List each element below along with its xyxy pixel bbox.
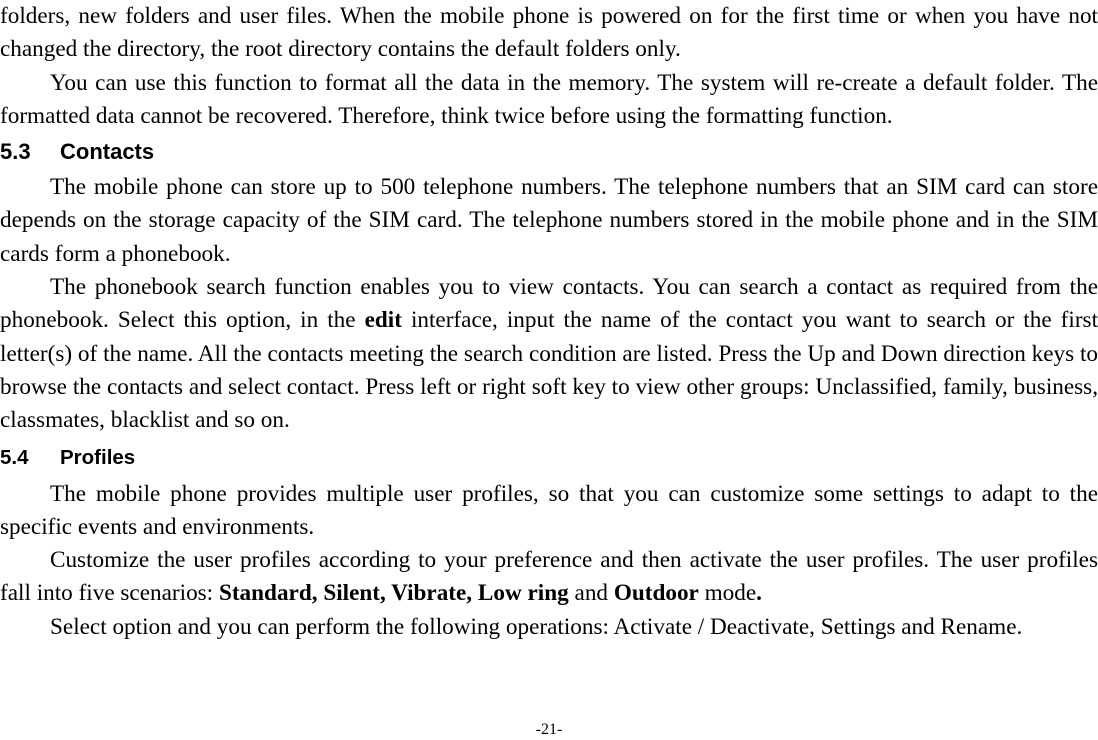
section-number: 5.4 [0,445,29,469]
section-title: Contacts [60,139,155,165]
bold-period: . [756,580,762,607]
contacts-text-2b: interface, input the name of the contact you want to search or the first letter(s) of the name. All the contacts meeting the search condition are listed. Press the Up and Down direction keys to browse the contacts and select contact. Press left or right soft key to view other groups: Unclassified, family, business, classmates, blacklist and so on. [0,307,1098,434]
section-heading-contacts [0,133,1098,171]
profiles-text-3: Select option and you can perform the following operations: Activate / Deactivate, Settings and Rename. [50,613,1023,640]
page-number: -21- [535,721,563,738]
intro-text-1: folders, new folders and user files. When the mobile phone is powered on for the first time or when you have not changed the directory, the root directory contains the default folders only. [0,3,1098,63]
profiles-paragraph-3 [0,611,1098,644]
section-heading-profiles [0,438,1098,478]
profiles-text-1: The mobile phone provides multiple user profiles, so that you can customize some settings to adapt to the specific events and environments. [0,480,1098,540]
contacts-text-2a: The phonebook search function enables you to view contacts. You can search a contact as required from the phonebook. Select this option, in the [0,274,1098,334]
profiles-text-2b: and [568,580,614,607]
contacts-paragraph-2 [0,271,1098,437]
contacts-text-1: The mobile phone can store up to 500 telephone numbers. The telephone numbers that an SIM card can store depends on the storage capacity of the SIM card. The telephone numbers stored in the mobile phone and in the SIM cards form a phonebook. [0,174,1098,267]
profiles-text-2c: mode [698,580,757,607]
intro-paragraph-2 [0,67,1098,134]
profiles-text-2a: Customize the user profiles according to your preference and then activate the user profiles. The user profiles fall into five scenarios: [0,547,1098,607]
intro-paragraph-1 [0,0,1098,67]
edit-keyword: edit [364,307,402,334]
intro-text-2: You can use this function to format all the data in the memory. The system will re-create a default folder. The formatted data cannot be recovered. Therefore, think twice before using the formatting function. [0,69,1098,129]
profiles-paragraph-1 [0,478,1098,545]
profiles-paragraph-2 [0,544,1098,611]
section-number: 5.3 [0,139,31,165]
contacts-paragraph-1 [0,171,1098,271]
section-title: Profiles [60,445,136,469]
profile-scenarios: Standard, Silent, Vibrate, Low ring [218,580,569,607]
outdoor-keyword: Outdoor [613,580,699,607]
